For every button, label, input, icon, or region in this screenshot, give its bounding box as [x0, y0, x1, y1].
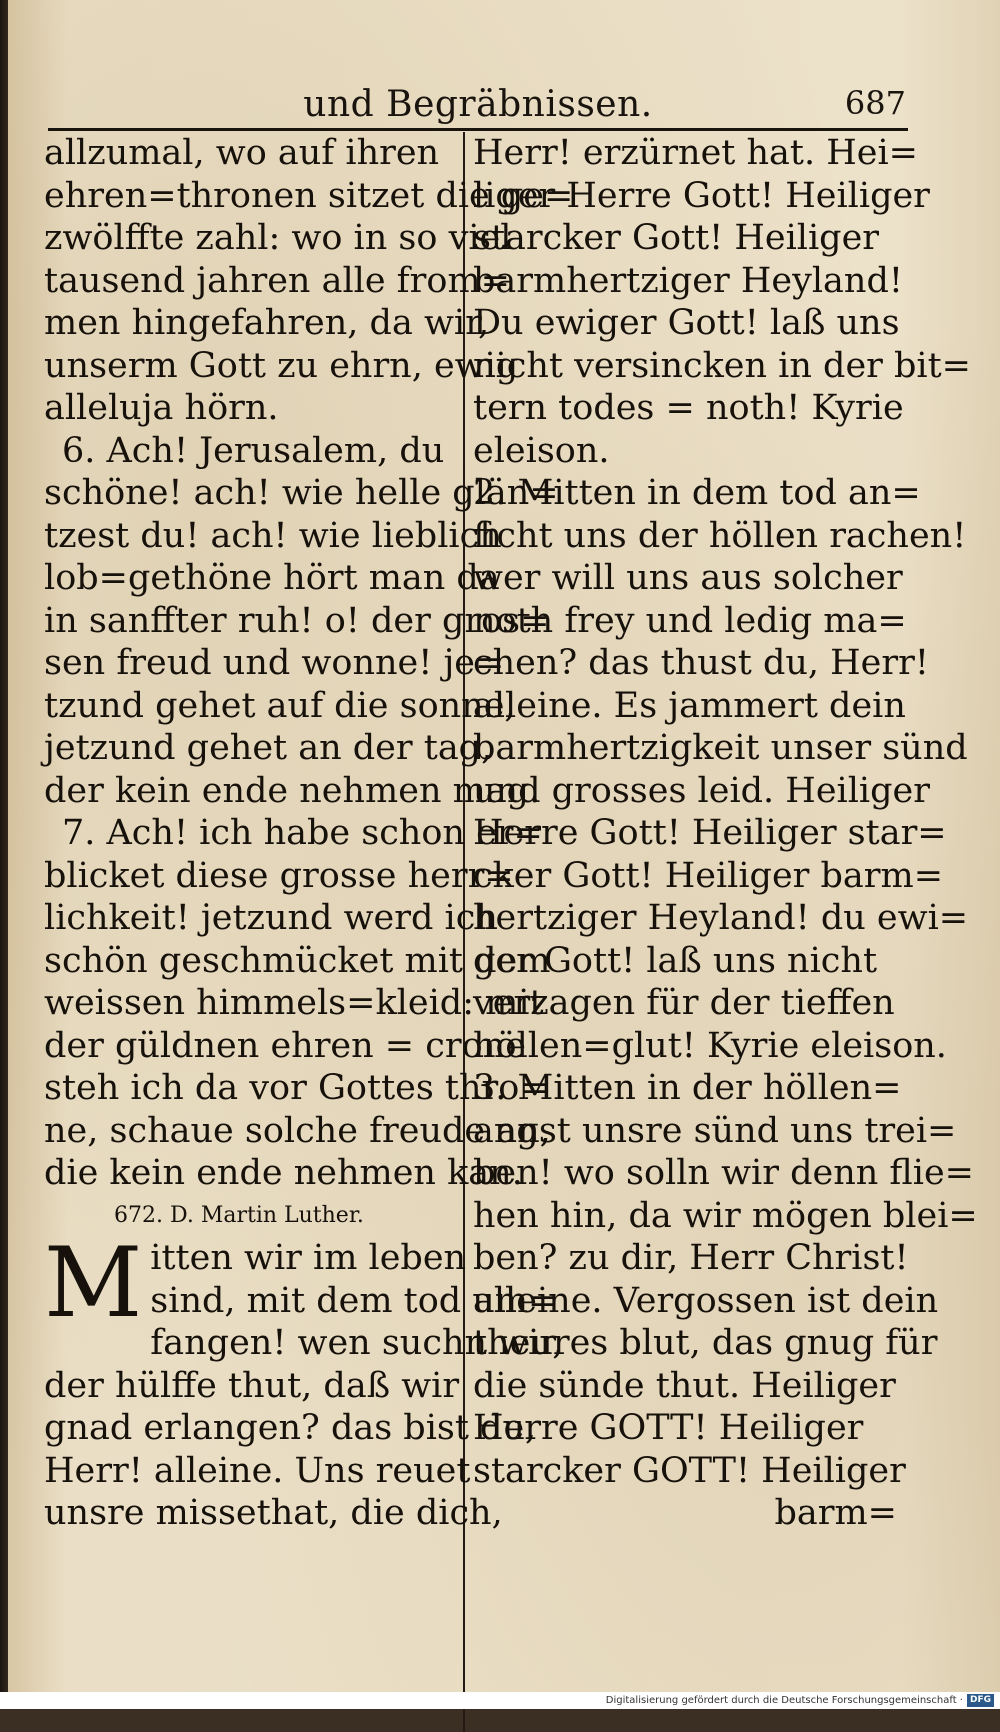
text-line: ficht uns der höllen rachen!: [473, 515, 967, 556]
text-line: 6. Ach! Jerusalem, du: [62, 430, 445, 471]
text-line: men hingefahren, da wir,: [44, 303, 490, 343]
text-line: unserm Gott zu ehrn, ewig: [44, 345, 519, 386]
text-line: in sanffter ruh! o! der gros=: [44, 600, 550, 641]
text-line: tzund gehet auf die sonne,: [44, 685, 516, 726]
text-line: 2. Mitten in dem tod an=: [473, 473, 921, 513]
text-line: die sünde thut. Heiliger: [473, 1365, 896, 1406]
text-line: verzagen für der tieffen: [473, 983, 895, 1023]
text-line: jetzund gehet an der tag,: [44, 728, 493, 768]
right-column-text: [473, 132, 978, 1492]
text-line: wer will uns aus solcher: [473, 558, 903, 598]
text-line: 3. Mitten in der höllen=: [473, 1068, 902, 1108]
text-line: steh ich da vor Gottes thro=: [44, 1068, 549, 1108]
text-line: die kein ende nehmen kan.: [44, 1153, 523, 1193]
text-line: 7. Ach! ich habe schon er=: [62, 813, 543, 853]
book-page: [8, 0, 1000, 1692]
text-line: lob=gethöne hört man da: [44, 558, 500, 598]
text-line: angst unsre sünd uns trei=: [473, 1110, 957, 1151]
text-line: der güldnen ehren = crone: [44, 1025, 526, 1066]
text-line: starcker GOTT! Heiliger: [473, 1450, 906, 1491]
running-title: und Begräbnissen.: [303, 84, 653, 125]
text-line: weissen himmels=kleid: mit: [44, 983, 544, 1023]
text-line: fangen! wen suchn wir,: [150, 1323, 564, 1363]
text-line: chen? das thust du, Herr!: [473, 643, 929, 683]
text-line: ne, schaue solche freude an,: [44, 1110, 551, 1151]
text-line: und grosses leid. Heiliger: [473, 770, 930, 811]
text-line: hen hin, da wir mögen blei=: [473, 1195, 978, 1236]
text-line: alleine. Es jammert dein: [473, 685, 906, 726]
catchword: barm=: [774, 1493, 897, 1533]
text-line: eleison.: [473, 430, 610, 471]
text-line: theures blut, das gnug für: [473, 1323, 938, 1363]
page-number: 687: [844, 84, 906, 122]
text-line: zwölffte zahl: wo in so viel: [44, 218, 512, 258]
right-column: [473, 132, 978, 1535]
text-line: liger Herre Gott! Heiliger: [473, 175, 930, 216]
left-column-text-b: [44, 1227, 564, 1535]
text-line: starcker Gott! Heiliger: [473, 218, 880, 258]
dfg-logo: DFG: [967, 1694, 994, 1707]
text-line: der kein ende nehmen mag.: [44, 770, 541, 811]
text-line: cker Gott! Heiliger barm=: [473, 855, 944, 896]
text-line: der hülffe thut, daß wir: [44, 1365, 460, 1406]
text-line: nicht versincken in der bit=: [473, 345, 971, 386]
text-line: allzumal, wo auf ihren: [44, 133, 440, 173]
text-line: schön geschmücket mit dem: [44, 940, 551, 981]
text-line: sind, mit dem tod um=: [150, 1280, 558, 1321]
text-line: ben? zu dir, Herr Christ!: [473, 1238, 909, 1278]
text-line: tzest du! ach! wie lieblich: [44, 515, 502, 556]
text-line: hertziger Heyland! du ewi=: [473, 898, 969, 938]
text-line: tern todes = noth! Kyrie: [473, 388, 904, 428]
text-line: Herr! alleine. Uns reuet: [44, 1450, 471, 1491]
drop-capital: M: [44, 1227, 143, 1339]
hymn-attribution: 672. D. Martin Luther.: [114, 1202, 364, 1228]
text-line: Du ewiger Gott! laß uns: [473, 303, 900, 343]
text-line: schöne! ach! wie helle glän=: [44, 473, 559, 513]
text-line: ger Gott! laß uns nicht: [473, 940, 878, 981]
text-line: barmhertziger Heyland!: [473, 260, 903, 301]
text-line: alleine. Vergossen ist dein: [473, 1280, 939, 1321]
text-line: tausend jahren alle from=: [44, 260, 510, 301]
text-line: Herre GOTT! Heiliger: [473, 1408, 864, 1448]
text-line: unsre missethat, die dich,: [44, 1493, 503, 1533]
text-line: barmhertzigkeit unser sünd: [473, 728, 968, 768]
text-line: noth frey und ledig ma=: [473, 600, 907, 641]
text-line: Herre Gott! Heiliger star=: [473, 813, 947, 853]
text-line: sen freud und wonne! je=: [44, 643, 505, 683]
text-line: itten wir im leben: [150, 1238, 467, 1278]
text-line: höllen=glut! Kyrie eleison.: [473, 1025, 947, 1066]
digitization-footer: [0, 1692, 1000, 1709]
text-line: ehren=thronen sitzet die ge=: [44, 175, 574, 216]
text-line: ben! wo solln wir denn flie=: [473, 1153, 975, 1193]
page-header: [48, 82, 908, 131]
digitization-credit: Digitalisierung gefördert durch die Deutsche Forschungsgemeinschaft ·: [605, 1695, 963, 1706]
text-line: Herr! erzürnet hat. Hei=: [473, 133, 918, 173]
text-line: blicket diese grosse herr=: [44, 855, 514, 896]
text-line: alleluja hörn.: [44, 388, 279, 428]
text-line: gnad erlangen? das bist du,: [44, 1408, 537, 1448]
text-line: lichkeit! jetzund werd ich: [44, 898, 498, 938]
